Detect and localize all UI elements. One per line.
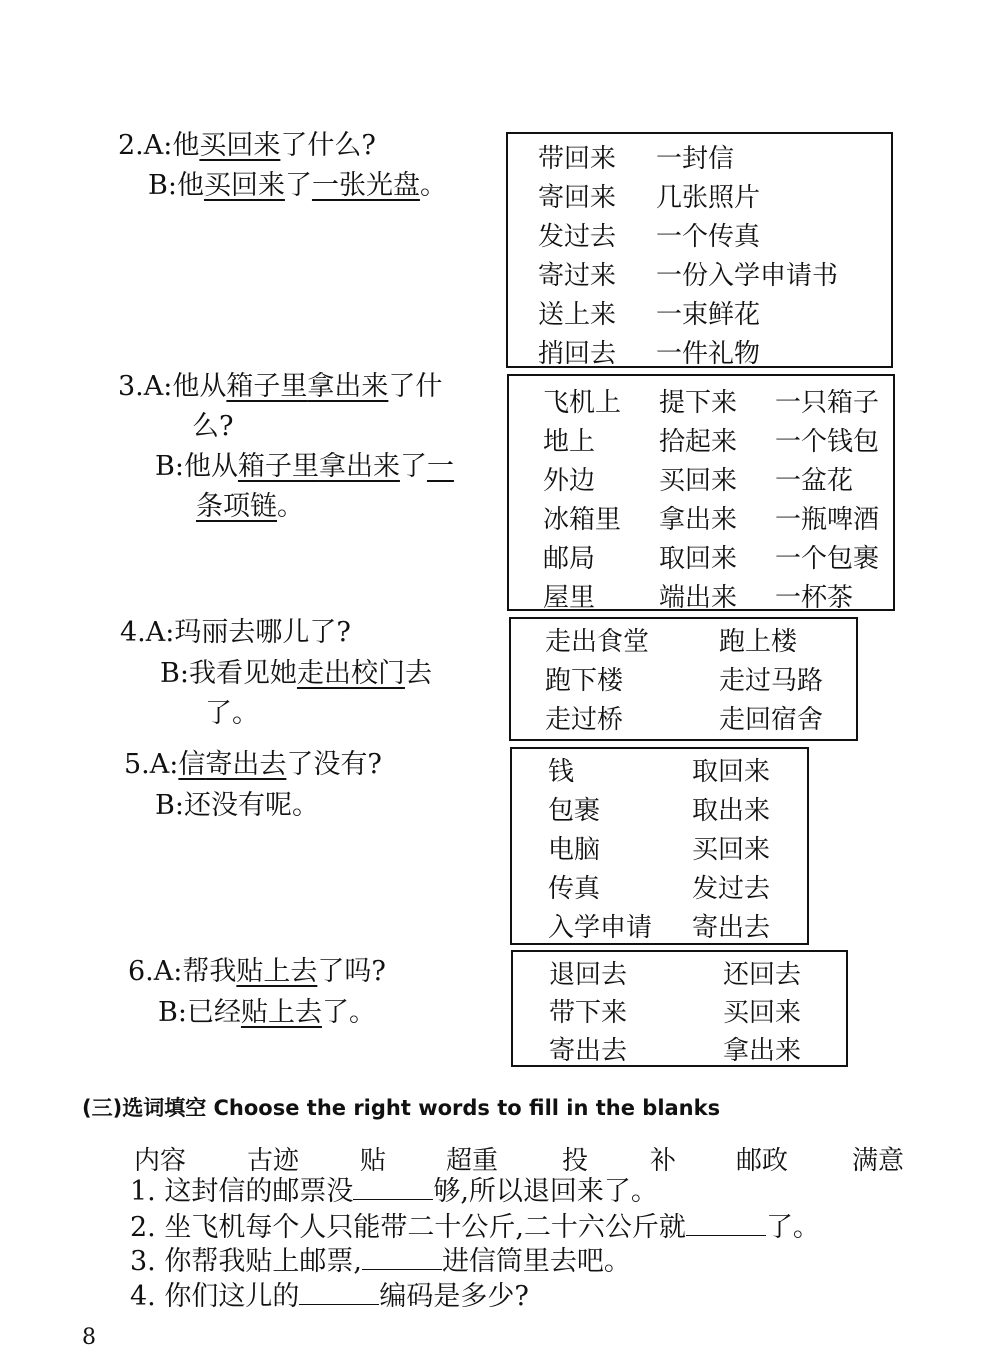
exercise-6-substitution-box [511,950,848,1067]
substitution-phrase: 寄回来 [538,183,617,213]
substitution-phrase: 走回宿舍 [719,705,824,735]
substitution-phrase: 屋里 [543,583,596,613]
underlined-phrase: 信 [178,749,206,780]
exercise-4-substitution-box [509,617,858,741]
substitution-phrase: 包裹 [548,796,601,826]
substitution-phrase: 一件礼物 [656,339,761,369]
fill-item-1: 1. 这封信的邮票没 够,所以退回来了。 [130,1176,658,1207]
underlined-phrase: 寄出去 [205,749,287,780]
substitution-phrase: 发过去 [538,222,617,252]
substitution-phrase: 一杯茶 [775,583,854,613]
substitution-phrase: 捎回去 [538,339,617,369]
fill-blank-4[interactable] [299,1280,379,1305]
section-heading: (三)选词填空 Choose the right words to fill in the blanks [82,1096,721,1120]
substitution-phrase: 地上 [543,427,596,457]
fill-blank-2[interactable] [686,1211,766,1236]
fill-item-2: 2. 坐飞机每个人只能带二十公斤,二十六公斤就 了。 [130,1212,820,1243]
substitution-phrase: 走出食堂 [545,627,650,657]
substitution-phrase: 走过桥 [545,705,624,735]
substitution-phrase: 一个钱包 [775,427,880,457]
text-run: 了 [284,170,312,201]
underlined-phrase: 买回来 [199,130,281,161]
exercise-4-answer-b: B:我看见她走出校门去 [160,658,432,689]
text-run: 去 [404,658,432,689]
underlined-phrase: 一张光盘 [311,170,420,201]
text-run: 他 [172,130,200,161]
substitution-phrase: 一个传真 [656,222,761,252]
underlined-phrase: 拿出来 [318,451,400,482]
substitution-phrase: 邮局 [543,544,596,574]
underlined-phrase: 贴上去 [240,997,322,1028]
word-bank-item: 超重 [446,1146,499,1176]
text-run: 了 [399,451,427,482]
substitution-phrase: 取出来 [692,796,771,826]
substitution-phrase: 飞机上 [543,388,622,418]
substitution-phrase: 寄出去 [549,1036,628,1066]
exercise-4-question-a: 4.A:玛丽去哪儿了? [120,617,351,648]
page-number: 8 [82,1325,96,1350]
text-run: 他从 [183,451,238,482]
substitution-phrase: 跑下楼 [545,666,624,696]
substitution-phrase: 买回来 [659,466,738,496]
text-run: 。 [277,491,304,522]
substitution-phrase: 一盆花 [775,466,854,496]
underlined-phrase: 校门 [350,658,405,689]
substitution-phrase: 买回来 [692,835,771,865]
fill-item-4: 4. 你们这儿的 编码是多少? [130,1281,529,1312]
substitution-phrase: 一份入学申请书 [656,261,839,291]
exercise-5-substitution-box [510,747,809,945]
fill-blank-1[interactable] [353,1175,433,1200]
exercise-2-substitution-box [506,132,893,368]
substitution-phrase: 一个包裹 [775,544,880,574]
substitution-phrase: 一只箱子 [775,388,880,418]
exercise-2-question-a: 2.A:他买回来了什么? [118,130,376,161]
exercise-4-answer-b-cont [205,694,259,734]
word-bank-item: 贴 [360,1146,387,1176]
text-run: 了没有? [286,749,382,780]
substitution-phrase: 冰箱里 [543,505,622,535]
fill-blank-3[interactable] [362,1245,442,1270]
underlined-phrase: 一 [426,451,454,482]
text-run: 帮我 [182,956,237,987]
substitution-phrase: 拾起来 [659,427,738,457]
substitution-phrase: 带回来 [538,144,617,174]
substitution-phrase: 还回去 [723,960,802,990]
substitution-phrase: 几张照片 [656,183,761,213]
substitution-phrase: 一瓶啤酒 [775,505,880,535]
exercise-3-answer-b-cont [196,487,304,527]
exercise-3-answer-b: B:他从箱子里拿出来了一 [155,451,454,482]
substitution-phrase: 一束鲜花 [656,300,761,330]
word-bank-item: 满意 [852,1146,905,1176]
substitution-phrase: 传真 [548,874,601,904]
text-run: 我看见她 [188,658,297,689]
substitution-phrase: 拿出来 [659,505,738,535]
substitution-phrase: 钱 [548,757,575,787]
exercise-5-question-a: 5.A:信寄出去了没有? [124,749,382,780]
text-run: 了吗? [317,956,386,987]
substitution-phrase: 退回去 [549,960,628,990]
word-bank-item: 投 [562,1146,589,1176]
underlined-phrase: 条项链 [196,491,277,522]
word-bank-item: 古迹 [247,1146,300,1176]
text-run: 了。 [321,997,376,1028]
underlined-phrase: 箱子里 [237,451,319,482]
substitution-phrase: 提下来 [659,388,738,418]
exercise-6-question-a: 6.A:帮我贴上去了吗? [128,956,386,987]
text-run: 他从 [172,371,227,402]
underlined-phrase: 拿出来 [307,371,389,402]
substitution-phrase: 跑上楼 [719,627,798,657]
underlined-phrase: 买回来 [203,170,285,201]
substitution-phrase: 入学申请 [548,913,653,943]
text-run: 了什 [388,371,443,402]
substitution-phrase: 取回来 [692,757,771,787]
text-run: 了什么? [280,130,376,161]
word-bank-item: 补 [650,1146,677,1176]
exercise-3-question-a: 3.A:他从箱子里拿出来了什 [118,371,443,402]
text-run: 已经 [186,997,241,1028]
substitution-phrase: 外边 [543,466,596,496]
text-run: 了。 [205,698,259,729]
substitution-phrase: 一封信 [656,144,735,174]
substitution-phrase: 送上来 [538,300,617,330]
word-bank-item: 内容 [134,1146,187,1176]
text-run: 他 [176,170,204,201]
underlined-phrase: 贴上去 [236,956,318,987]
substitution-phrase: 拿出来 [723,1036,802,1066]
word-bank-item: 邮政 [736,1146,789,1176]
substitution-phrase: 带下来 [549,998,628,1028]
text-run: 。 [419,170,447,201]
fill-item-3: 3. 你帮我贴上邮票, 进信筒里去吧。 [130,1246,631,1277]
substitution-phrase: 走过马路 [719,666,824,696]
substitution-phrase: 寄过来 [538,261,617,291]
substitution-phrase: 电脑 [548,835,601,865]
exercise-5-answer-b: B:还没有呢。 [155,790,319,821]
text-run: 还没有呢。 [183,790,319,821]
underlined-phrase: 走出 [296,658,351,689]
text-run: 玛丽去哪儿了? [174,617,351,648]
exercise-2-answer-b: B:他买回来了一张光盘。 [148,170,447,201]
substitution-phrase: 取回来 [659,544,738,574]
exercise-3-question-a-cont: 么? [192,411,234,442]
substitution-phrase: 端出来 [659,583,738,613]
substitution-phrase: 发过去 [692,874,771,904]
exercise-6-answer-b: B:已经贴上去了。 [158,997,376,1028]
exercise-3-substitution-box [507,374,895,611]
substitution-phrase: 买回来 [723,998,802,1028]
underlined-phrase: 箱子里 [226,371,308,402]
substitution-phrase: 寄出去 [692,913,771,943]
